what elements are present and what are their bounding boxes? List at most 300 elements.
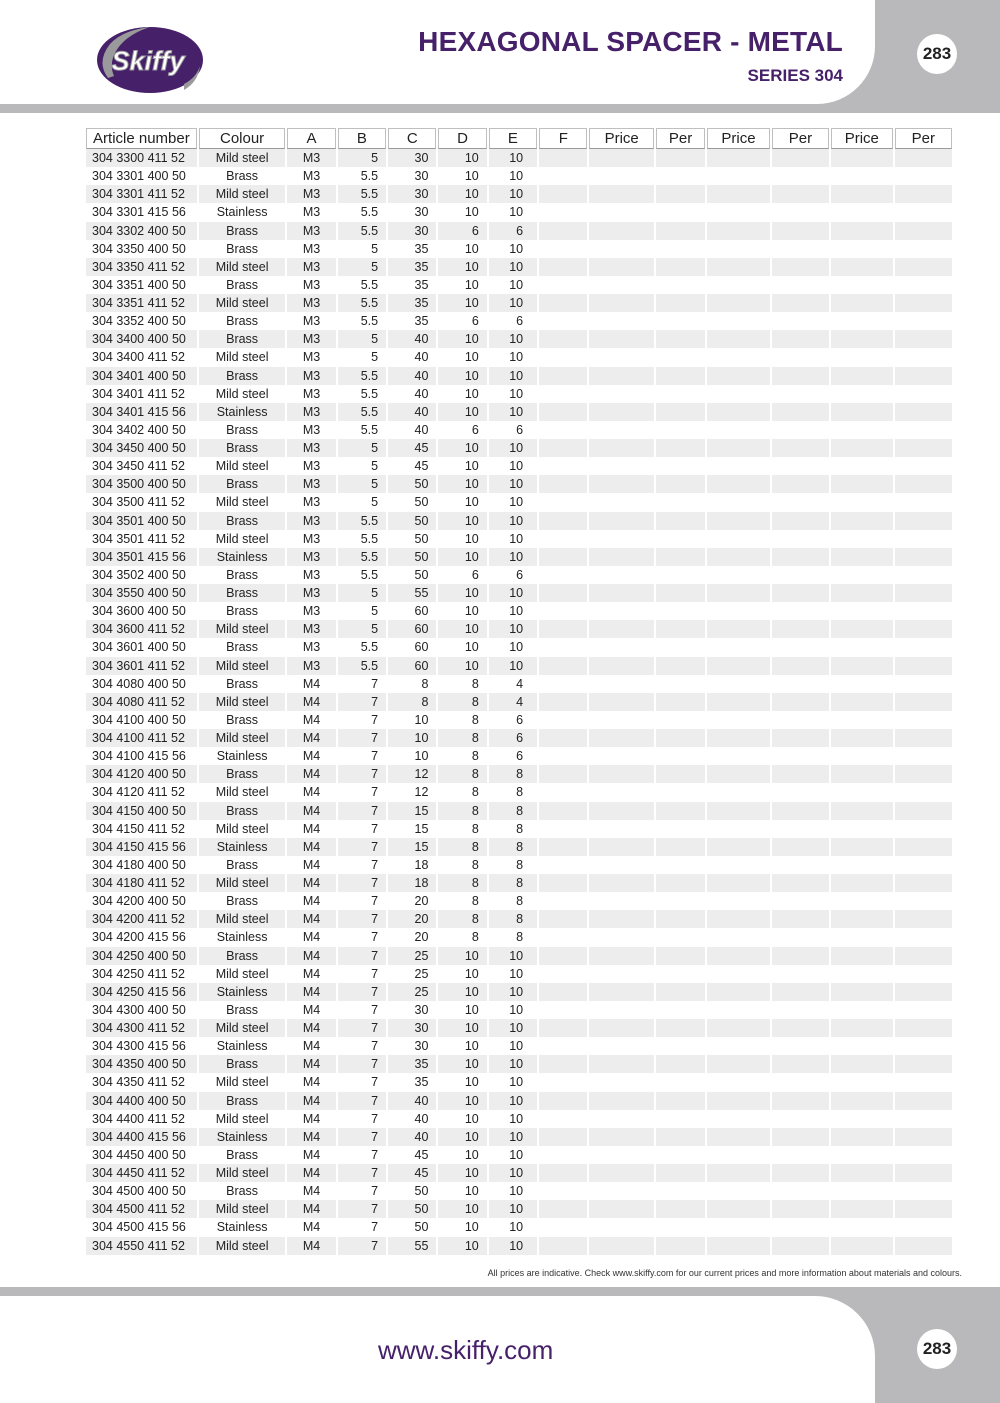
article-number-cell: 304 3302 400 50	[86, 222, 197, 240]
dim-d-cell: 10	[438, 1146, 486, 1164]
empty-cell	[656, 1110, 705, 1128]
table-row	[86, 385, 952, 403]
table-row	[86, 1200, 952, 1218]
colour-cell: Mild steel	[199, 385, 286, 403]
empty-cell	[707, 1037, 769, 1055]
dim-b-cell: 5.5	[338, 657, 386, 675]
table-row	[86, 222, 952, 240]
dim-a-cell: M3	[287, 475, 335, 493]
empty-cell	[772, 1019, 829, 1037]
article-number-cell: 304 4400 411 52	[86, 1110, 197, 1128]
colour-cell: Mild steel	[199, 965, 286, 983]
dim-e-cell: 8	[489, 838, 537, 856]
column-header: C	[388, 128, 436, 149]
dim-d-cell: 10	[438, 167, 486, 185]
empty-cell	[589, 222, 653, 240]
empty-cell	[539, 1019, 587, 1037]
dim-c-cell: 30	[388, 222, 436, 240]
empty-cell	[589, 167, 653, 185]
empty-cell	[772, 874, 829, 892]
empty-cell	[707, 638, 769, 656]
empty-cell	[539, 348, 587, 366]
empty-cell	[539, 1110, 587, 1128]
empty-cell	[589, 1110, 653, 1128]
article-number-cell: 304 3352 400 50	[86, 312, 197, 330]
empty-cell	[895, 348, 952, 366]
empty-cell	[831, 874, 892, 892]
dim-a-cell: M3	[287, 294, 335, 312]
dim-e-cell: 10	[489, 258, 537, 276]
series-subtitle: SERIES 304	[747, 66, 843, 85]
colour-cell: Brass	[199, 1001, 286, 1019]
empty-cell	[539, 548, 587, 566]
empty-cell	[831, 910, 892, 928]
empty-cell	[589, 1128, 653, 1146]
colour-cell: Mild steel	[199, 1200, 286, 1218]
empty-cell	[656, 693, 705, 711]
colour-cell: Stainless	[199, 203, 286, 221]
colour-cell: Brass	[199, 947, 286, 965]
empty-cell	[656, 548, 705, 566]
dim-e-cell: 6	[489, 222, 537, 240]
empty-cell	[539, 1218, 587, 1236]
colour-cell: Mild steel	[199, 530, 286, 548]
empty-cell	[831, 475, 892, 493]
empty-cell	[831, 657, 892, 675]
empty-cell	[772, 747, 829, 765]
table-row	[86, 1164, 952, 1182]
empty-cell	[539, 185, 587, 203]
article-number-cell: 304 4100 411 52	[86, 729, 197, 747]
article-number-cell: 304 3301 411 52	[86, 185, 197, 203]
empty-cell	[895, 729, 952, 747]
empty-cell	[895, 493, 952, 511]
dim-e-cell: 10	[489, 1037, 537, 1055]
dim-b-cell: 5	[338, 258, 386, 276]
empty-cell	[539, 294, 587, 312]
empty-cell	[539, 783, 587, 801]
dim-a-cell: M4	[287, 1128, 335, 1146]
dim-a-cell: M4	[287, 711, 335, 729]
colour-cell: Mild steel	[199, 1237, 286, 1255]
dim-a-cell: M4	[287, 1164, 335, 1182]
empty-cell	[772, 1110, 829, 1128]
empty-cell	[831, 820, 892, 838]
empty-cell	[589, 566, 653, 584]
empty-cell	[656, 965, 705, 983]
table-row	[86, 348, 952, 366]
table-row	[86, 928, 952, 946]
table-row	[86, 203, 952, 221]
dim-b-cell: 7	[338, 1237, 386, 1255]
empty-cell	[895, 421, 952, 439]
dim-d-cell: 8	[438, 910, 486, 928]
article-number-cell: 304 3400 400 50	[86, 330, 197, 348]
empty-cell	[831, 167, 892, 185]
empty-cell	[656, 1037, 705, 1055]
empty-cell	[539, 1182, 587, 1200]
empty-cell	[707, 330, 769, 348]
article-number-cell: 304 4120 411 52	[86, 783, 197, 801]
empty-cell	[707, 620, 769, 638]
dim-c-cell: 10	[388, 711, 436, 729]
empty-cell	[656, 1200, 705, 1218]
dim-b-cell: 7	[338, 802, 386, 820]
empty-cell	[895, 312, 952, 330]
dim-b-cell: 5.5	[338, 222, 386, 240]
empty-cell	[895, 367, 952, 385]
dim-a-cell: M3	[287, 167, 335, 185]
empty-cell	[656, 711, 705, 729]
dim-a-cell: M4	[287, 1146, 335, 1164]
empty-cell	[707, 1182, 769, 1200]
dim-d-cell: 10	[438, 348, 486, 366]
empty-cell	[772, 548, 829, 566]
dim-d-cell: 10	[438, 367, 486, 385]
table-row	[86, 548, 952, 566]
empty-cell	[831, 802, 892, 820]
column-header: B	[338, 128, 386, 149]
dim-b-cell: 7	[338, 693, 386, 711]
dim-e-cell: 10	[489, 1200, 537, 1218]
dim-b-cell: 7	[338, 1092, 386, 1110]
dim-b-cell: 5.5	[338, 566, 386, 584]
dim-d-cell: 10	[438, 1037, 486, 1055]
dim-c-cell: 30	[388, 203, 436, 221]
website-link[interactable]: www.skiffy.com	[378, 1335, 554, 1365]
empty-cell	[707, 367, 769, 385]
article-number-cell: 304 3401 415 56	[86, 403, 197, 421]
empty-cell	[539, 729, 587, 747]
dim-b-cell: 7	[338, 747, 386, 765]
article-number-cell: 304 3600 400 50	[86, 602, 197, 620]
empty-cell	[656, 1182, 705, 1200]
empty-cell	[831, 1146, 892, 1164]
dim-e-cell: 10	[489, 1128, 537, 1146]
empty-cell	[539, 421, 587, 439]
dim-b-cell: 5.5	[338, 530, 386, 548]
price-disclaimer: All prices are indicative. Check www.skiffy.com for our current prices and more information about materials and colours.	[487, 1268, 962, 1278]
dim-c-cell: 50	[388, 1200, 436, 1218]
empty-cell	[895, 747, 952, 765]
empty-cell	[772, 1237, 829, 1255]
empty-cell	[539, 1001, 587, 1019]
dim-b-cell: 7	[338, 928, 386, 946]
dim-d-cell: 8	[438, 838, 486, 856]
empty-cell	[589, 856, 653, 874]
dim-d-cell: 10	[438, 1164, 486, 1182]
empty-cell	[831, 403, 892, 421]
article-number-cell: 304 3400 411 52	[86, 348, 197, 366]
dim-e-cell: 10	[489, 1019, 537, 1037]
colour-cell: Brass	[199, 330, 286, 348]
empty-cell	[831, 203, 892, 221]
article-number-cell: 304 4180 411 52	[86, 874, 197, 892]
empty-cell	[895, 602, 952, 620]
empty-cell	[772, 512, 829, 530]
dim-d-cell: 10	[438, 258, 486, 276]
dim-a-cell: M3	[287, 149, 335, 167]
empty-cell	[539, 439, 587, 457]
dim-d-cell: 8	[438, 783, 486, 801]
colour-cell: Brass	[199, 475, 286, 493]
empty-cell	[895, 820, 952, 838]
dim-e-cell: 10	[489, 367, 537, 385]
empty-cell	[772, 892, 829, 910]
empty-cell	[656, 947, 705, 965]
empty-cell	[589, 965, 653, 983]
colour-cell: Brass	[199, 222, 286, 240]
dim-a-cell: M3	[287, 421, 335, 439]
dim-a-cell: M3	[287, 330, 335, 348]
dim-e-cell: 10	[489, 493, 537, 511]
empty-cell	[539, 1092, 587, 1110]
dim-a-cell: M3	[287, 602, 335, 620]
article-number-cell: 304 3501 415 56	[86, 548, 197, 566]
empty-cell	[589, 1019, 653, 1037]
article-number-cell: 304 4500 411 52	[86, 1200, 197, 1218]
empty-cell	[589, 802, 653, 820]
dim-b-cell: 7	[338, 838, 386, 856]
empty-cell	[539, 330, 587, 348]
dim-a-cell: M4	[287, 765, 335, 783]
empty-cell	[895, 475, 952, 493]
colour-cell: Brass	[199, 1182, 286, 1200]
article-number-cell: 304 3600 411 52	[86, 620, 197, 638]
empty-cell	[589, 874, 653, 892]
article-number-cell: 304 3601 400 50	[86, 638, 197, 656]
empty-cell	[831, 493, 892, 511]
article-number-cell: 304 3500 400 50	[86, 475, 197, 493]
empty-cell	[656, 330, 705, 348]
colour-cell: Brass	[199, 439, 286, 457]
dim-a-cell: M4	[287, 1110, 335, 1128]
dim-c-cell: 45	[388, 457, 436, 475]
empty-cell	[772, 185, 829, 203]
dim-e-cell: 8	[489, 928, 537, 946]
empty-cell	[772, 1182, 829, 1200]
empty-cell	[831, 258, 892, 276]
dim-c-cell: 50	[388, 512, 436, 530]
dim-c-cell: 35	[388, 312, 436, 330]
dim-e-cell: 10	[489, 1237, 537, 1255]
dim-c-cell: 40	[388, 385, 436, 403]
table-row	[86, 149, 952, 167]
empty-cell	[539, 167, 587, 185]
colour-cell: Mild steel	[199, 783, 286, 801]
empty-cell	[656, 747, 705, 765]
dim-a-cell: M4	[287, 1055, 335, 1073]
table-row	[86, 421, 952, 439]
empty-cell	[772, 1146, 829, 1164]
colour-cell: Brass	[199, 367, 286, 385]
dim-e-cell: 10	[489, 965, 537, 983]
empty-cell	[656, 802, 705, 820]
dim-a-cell: M3	[287, 367, 335, 385]
empty-cell	[656, 167, 705, 185]
empty-cell	[831, 312, 892, 330]
colour-cell: Brass	[199, 421, 286, 439]
empty-cell	[895, 1182, 952, 1200]
dim-a-cell: M3	[287, 258, 335, 276]
empty-cell	[772, 348, 829, 366]
empty-cell	[539, 983, 587, 1001]
dim-c-cell: 15	[388, 838, 436, 856]
colour-cell: Brass	[199, 584, 286, 602]
empty-cell	[707, 1019, 769, 1037]
table-row	[86, 1073, 952, 1091]
article-number-cell: 304 3550 400 50	[86, 584, 197, 602]
empty-cell	[589, 838, 653, 856]
dim-b-cell: 7	[338, 820, 386, 838]
dim-b-cell: 5.5	[338, 367, 386, 385]
empty-cell	[656, 475, 705, 493]
empty-cell	[539, 222, 587, 240]
empty-cell	[895, 385, 952, 403]
empty-cell	[707, 1200, 769, 1218]
empty-cell	[772, 222, 829, 240]
dim-d-cell: 10	[438, 548, 486, 566]
empty-cell	[707, 385, 769, 403]
empty-cell	[656, 312, 705, 330]
empty-cell	[772, 1055, 829, 1073]
empty-cell	[831, 222, 892, 240]
table-row	[86, 475, 952, 493]
colour-cell: Mild steel	[199, 620, 286, 638]
dim-c-cell: 18	[388, 874, 436, 892]
empty-cell	[539, 1037, 587, 1055]
dim-c-cell: 40	[388, 348, 436, 366]
table-row	[86, 312, 952, 330]
colour-cell: Stainless	[199, 747, 286, 765]
table-row	[86, 1128, 952, 1146]
empty-cell	[831, 693, 892, 711]
dim-c-cell: 30	[388, 167, 436, 185]
dim-d-cell: 10	[438, 1001, 486, 1019]
empty-cell	[831, 548, 892, 566]
empty-cell	[831, 1200, 892, 1218]
dim-d-cell: 6	[438, 421, 486, 439]
dim-d-cell: 8	[438, 874, 486, 892]
dim-b-cell: 7	[338, 910, 386, 928]
dim-b-cell: 5	[338, 330, 386, 348]
empty-cell	[707, 765, 769, 783]
table-row	[86, 512, 952, 530]
empty-cell	[895, 294, 952, 312]
empty-cell	[707, 711, 769, 729]
dim-b-cell: 5.5	[338, 403, 386, 421]
table-row	[86, 711, 952, 729]
empty-cell	[831, 330, 892, 348]
dim-d-cell: 10	[438, 276, 486, 294]
empty-cell	[772, 149, 829, 167]
empty-cell	[539, 856, 587, 874]
empty-cell	[539, 747, 587, 765]
dim-e-cell: 10	[489, 240, 537, 258]
article-number-cell: 304 3450 400 50	[86, 439, 197, 457]
dim-b-cell: 5	[338, 240, 386, 258]
empty-cell	[895, 1200, 952, 1218]
article-number-cell: 304 4200 415 56	[86, 928, 197, 946]
dim-d-cell: 10	[438, 240, 486, 258]
dim-e-cell: 10	[489, 475, 537, 493]
dim-b-cell: 7	[338, 1001, 386, 1019]
dim-e-cell: 6	[489, 421, 537, 439]
dim-e-cell: 10	[489, 1164, 537, 1182]
colour-cell: Mild steel	[199, 693, 286, 711]
empty-cell	[831, 838, 892, 856]
empty-cell	[772, 820, 829, 838]
empty-cell	[831, 1037, 892, 1055]
empty-cell	[589, 1237, 653, 1255]
article-number-cell: 304 4300 400 50	[86, 1001, 197, 1019]
dim-d-cell: 10	[438, 385, 486, 403]
empty-cell	[589, 947, 653, 965]
empty-cell	[707, 258, 769, 276]
dim-c-cell: 50	[388, 566, 436, 584]
empty-cell	[589, 1218, 653, 1236]
dim-d-cell: 10	[438, 620, 486, 638]
dim-d-cell: 8	[438, 802, 486, 820]
table-row	[86, 965, 952, 983]
empty-cell	[895, 675, 952, 693]
dim-a-cell: M3	[287, 203, 335, 221]
empty-cell	[707, 1146, 769, 1164]
empty-cell	[539, 240, 587, 258]
empty-cell	[589, 729, 653, 747]
empty-cell	[831, 1164, 892, 1182]
empty-cell	[831, 729, 892, 747]
empty-cell	[895, 1037, 952, 1055]
dim-c-cell: 60	[388, 602, 436, 620]
empty-cell	[656, 403, 705, 421]
dim-a-cell: M3	[287, 512, 335, 530]
dim-b-cell: 7	[338, 711, 386, 729]
dim-e-cell: 8	[489, 874, 537, 892]
colour-cell: Stainless	[199, 1218, 286, 1236]
dim-c-cell: 12	[388, 783, 436, 801]
article-number-cell: 304 3300 411 52	[86, 149, 197, 167]
empty-cell	[772, 910, 829, 928]
dim-c-cell: 50	[388, 1182, 436, 1200]
empty-cell	[772, 675, 829, 693]
dim-e-cell: 8	[489, 910, 537, 928]
empty-cell	[772, 367, 829, 385]
empty-cell	[707, 729, 769, 747]
table-row	[86, 983, 952, 1001]
article-number-cell: 304 3450 411 52	[86, 457, 197, 475]
dim-a-cell: M4	[287, 729, 335, 747]
empty-cell	[707, 965, 769, 983]
article-number-cell: 304 4250 411 52	[86, 965, 197, 983]
empty-cell	[539, 457, 587, 475]
dim-d-cell: 10	[438, 203, 486, 221]
empty-cell	[895, 1218, 952, 1236]
empty-cell	[895, 222, 952, 240]
dim-a-cell: M4	[287, 965, 335, 983]
colour-cell: Stainless	[199, 1128, 286, 1146]
dim-c-cell: 50	[388, 493, 436, 511]
empty-cell	[772, 1073, 829, 1091]
table-row	[86, 820, 952, 838]
empty-cell	[895, 983, 952, 1001]
empty-cell	[707, 584, 769, 602]
empty-cell	[539, 693, 587, 711]
dim-b-cell: 5	[338, 457, 386, 475]
dim-c-cell: 40	[388, 367, 436, 385]
colour-cell: Brass	[199, 1092, 286, 1110]
dim-e-cell: 10	[489, 294, 537, 312]
